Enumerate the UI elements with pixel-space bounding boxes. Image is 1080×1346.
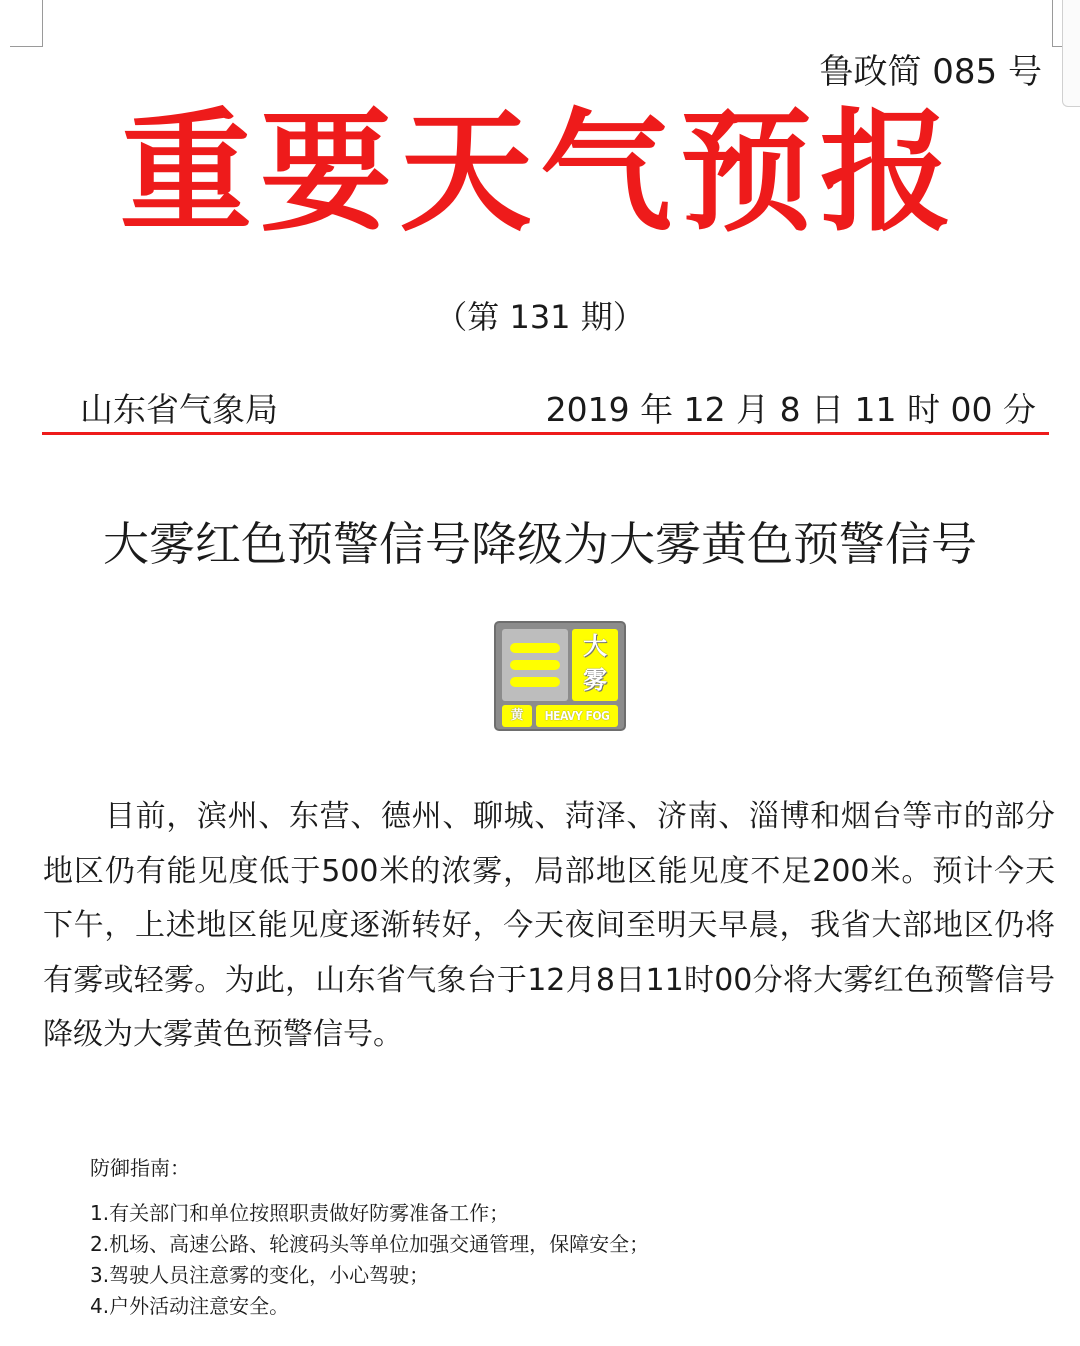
- issuer: 山东省气象局: [80, 390, 278, 429]
- fog-bar: [510, 677, 560, 687]
- signal-cn-top: 大: [583, 632, 607, 660]
- red-divider: [42, 432, 1049, 435]
- guide-title: 防御指南：: [90, 1156, 190, 1180]
- signal-cn-label: [572, 629, 618, 701]
- document-number: 鲁政简 085 号: [819, 52, 1042, 92]
- fog-bars-icon: [502, 629, 568, 701]
- guide-item: 3.驾驶人员注意雾的变化，小心驾驶；: [90, 1263, 430, 1287]
- heavy-fog-yellow-warning-icon: [494, 621, 626, 731]
- guide-item: 1.有关部门和单位按照职责做好防雾准备工作；: [90, 1201, 510, 1225]
- body-paragraph: 目前，滨州、东营、德州、聊城、菏泽、济南、淄博和烟台等市的部分地区仍有能见度低于500米的浓雾，局部地区能见度不足200米。预计今天下午，上述地区能见度逐渐转好，今天夜间至明天早晨，我省大部地区仍将有雾或轻雾。为此，山东省气象台于12月8日11时00分将大雾红色预警信号降级为大雾黄色预警信号。: [43, 799, 1055, 1053]
- guide-item: 4.户外活动注意安全。: [90, 1294, 290, 1318]
- page-edge: [1062, 0, 1080, 107]
- main-title: 重要天气预报: [120, 96, 960, 250]
- crop-mark-top-left: [10, 0, 43, 47]
- headline: 大雾红色预警信号降级为大雾黄色预警信号: [103, 517, 977, 571]
- signal-cn-bottom: 雾: [583, 666, 607, 694]
- fog-bar: [510, 643, 560, 653]
- signal-level-label: 黄: [502, 705, 532, 727]
- signal-en-label: HEAVY FOG: [536, 705, 618, 727]
- issue-time: 2019 年 12 月 8 日 11 时 00 分: [545, 390, 1036, 429]
- fog-bar: [510, 660, 560, 670]
- guide-item: 2.机场、高速公路、轮渡码头等单位加强交通管理，保障安全；: [90, 1232, 650, 1256]
- issue-number: （第 131 期）: [435, 298, 645, 336]
- guide-list: [90, 1198, 649, 1322]
